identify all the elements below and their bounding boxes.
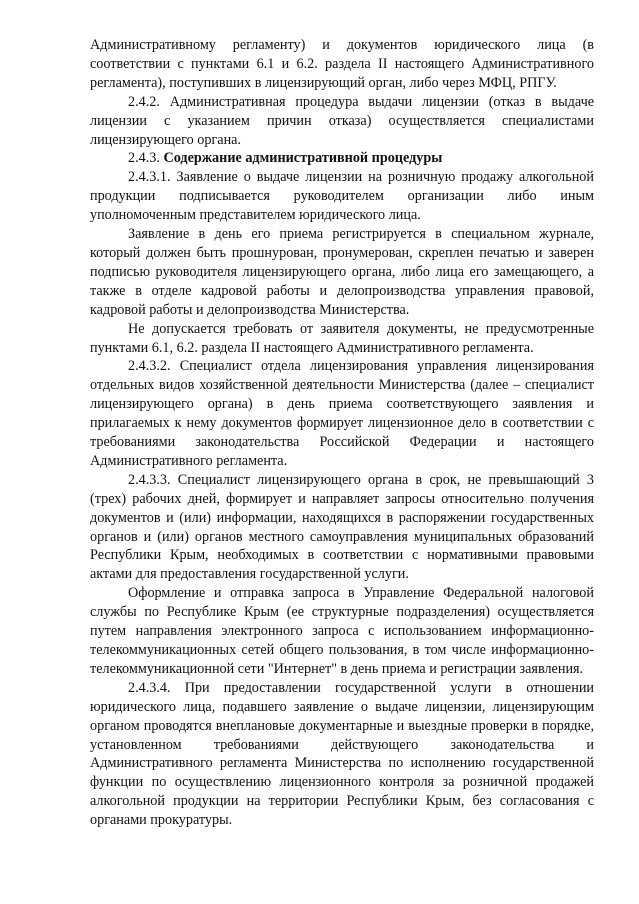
paragraph-2-4-2: 2.4.2. Административная процедура выдачи лицензии (отказ в выдаче лицензии с указанием причин отказа) осуществляется специалистами лицензирующего органа.: [90, 93, 594, 148]
section-heading-text: Содержание административной процедуры: [163, 150, 443, 167]
section-number: 2.4.3.: [128, 150, 160, 167]
paragraph-not-allowed: Не допускается требовать от заявителя документы, не предусмотренные пунктами 6.1, 6.2. раздела II настоящего Административного регламента.: [90, 320, 594, 356]
paragraph-2-4-3-3: 2.4.3.3. Специалист лицензирующего органа в срок, не превышающий 3 (трех) рабочих дней, формирует и направляет запросы относительно получения документов и (или) информации, находящихся в распоряжении государственных органов и (или) органов местного самоуправления муниципальных образований Республики Крым, необходимых в соответствии с нормативными правовыми актами для предоставления государственной услуги.: [90, 471, 594, 583]
paragraph-registration: Заявление в день его приема регистрируется в специальном журнале, который должен быть прошнурован, пронумерован, скреплен печатью и заверен подписью руководителя лицензирующего органа, либо лица его замещающего, а также в отделе кадровой работы и делопроизводства управления правовой, кадровой работы и делопроизводства Министерства.: [90, 226, 594, 318]
paragraph-tax-request: Оформление и отправка запроса в Управление Федеральной налоговой службы по Республике Крым (ее структурные подразделения) осуществляется путем направления электронного запроса с использованием информационно-телекоммуникационных сетей общего пользования, в том числе информационно-телекоммуникационной сети "Интернет" в день приема и регистрации заявления.: [90, 585, 594, 677]
paragraph-continuation: Административному регламенту) и документов юридического лица (в соответствии с пунктами 6.1 и 6.2. раздела II настоящего Административного регламента), поступивших в лицензирующий орган, либо через МФЦ, РПГУ.: [90, 37, 594, 91]
paragraph-2-4-3-2: 2.4.3.2. Специалист отдела лицензирования управления лицензирования отдельных видов хозяйственной деятельности Министерства (далее – специалист лицензирующего органа) в день приема соответствующего заявления и прилагаемых к нему документов формирует лицензионное дело в соответствии с требованиями законодательства Российской Федерации и настоящего Административного регламента.: [90, 358, 594, 469]
section-heading-2-4-3: [90, 149, 594, 168]
paragraph-2-4-3-1: 2.4.3.1. Заявление о выдаче лицензии на розничную продажу алкогольной продукции подписывается руководителем организации либо иным уполномоченным представителем юридического лица.: [90, 169, 594, 224]
document-page: [90, 36, 594, 830]
paragraph-2-4-3-4: 2.4.3.4. При предоставлении государственной услуги в отношении юридического лица, подавшего заявление о выдаче лицензии, лицензирующим органом проводятся внеплановые документарные и выездные проверки в порядке, установленном требованиями действующего законодательства и Административного регламента Министерства по исполнению государственной функции по осуществлению лицензионного контроля за розничной продажей алкогольной продукции на территории Республики Крым, без согласования с органами прокуратуры.: [90, 679, 594, 829]
